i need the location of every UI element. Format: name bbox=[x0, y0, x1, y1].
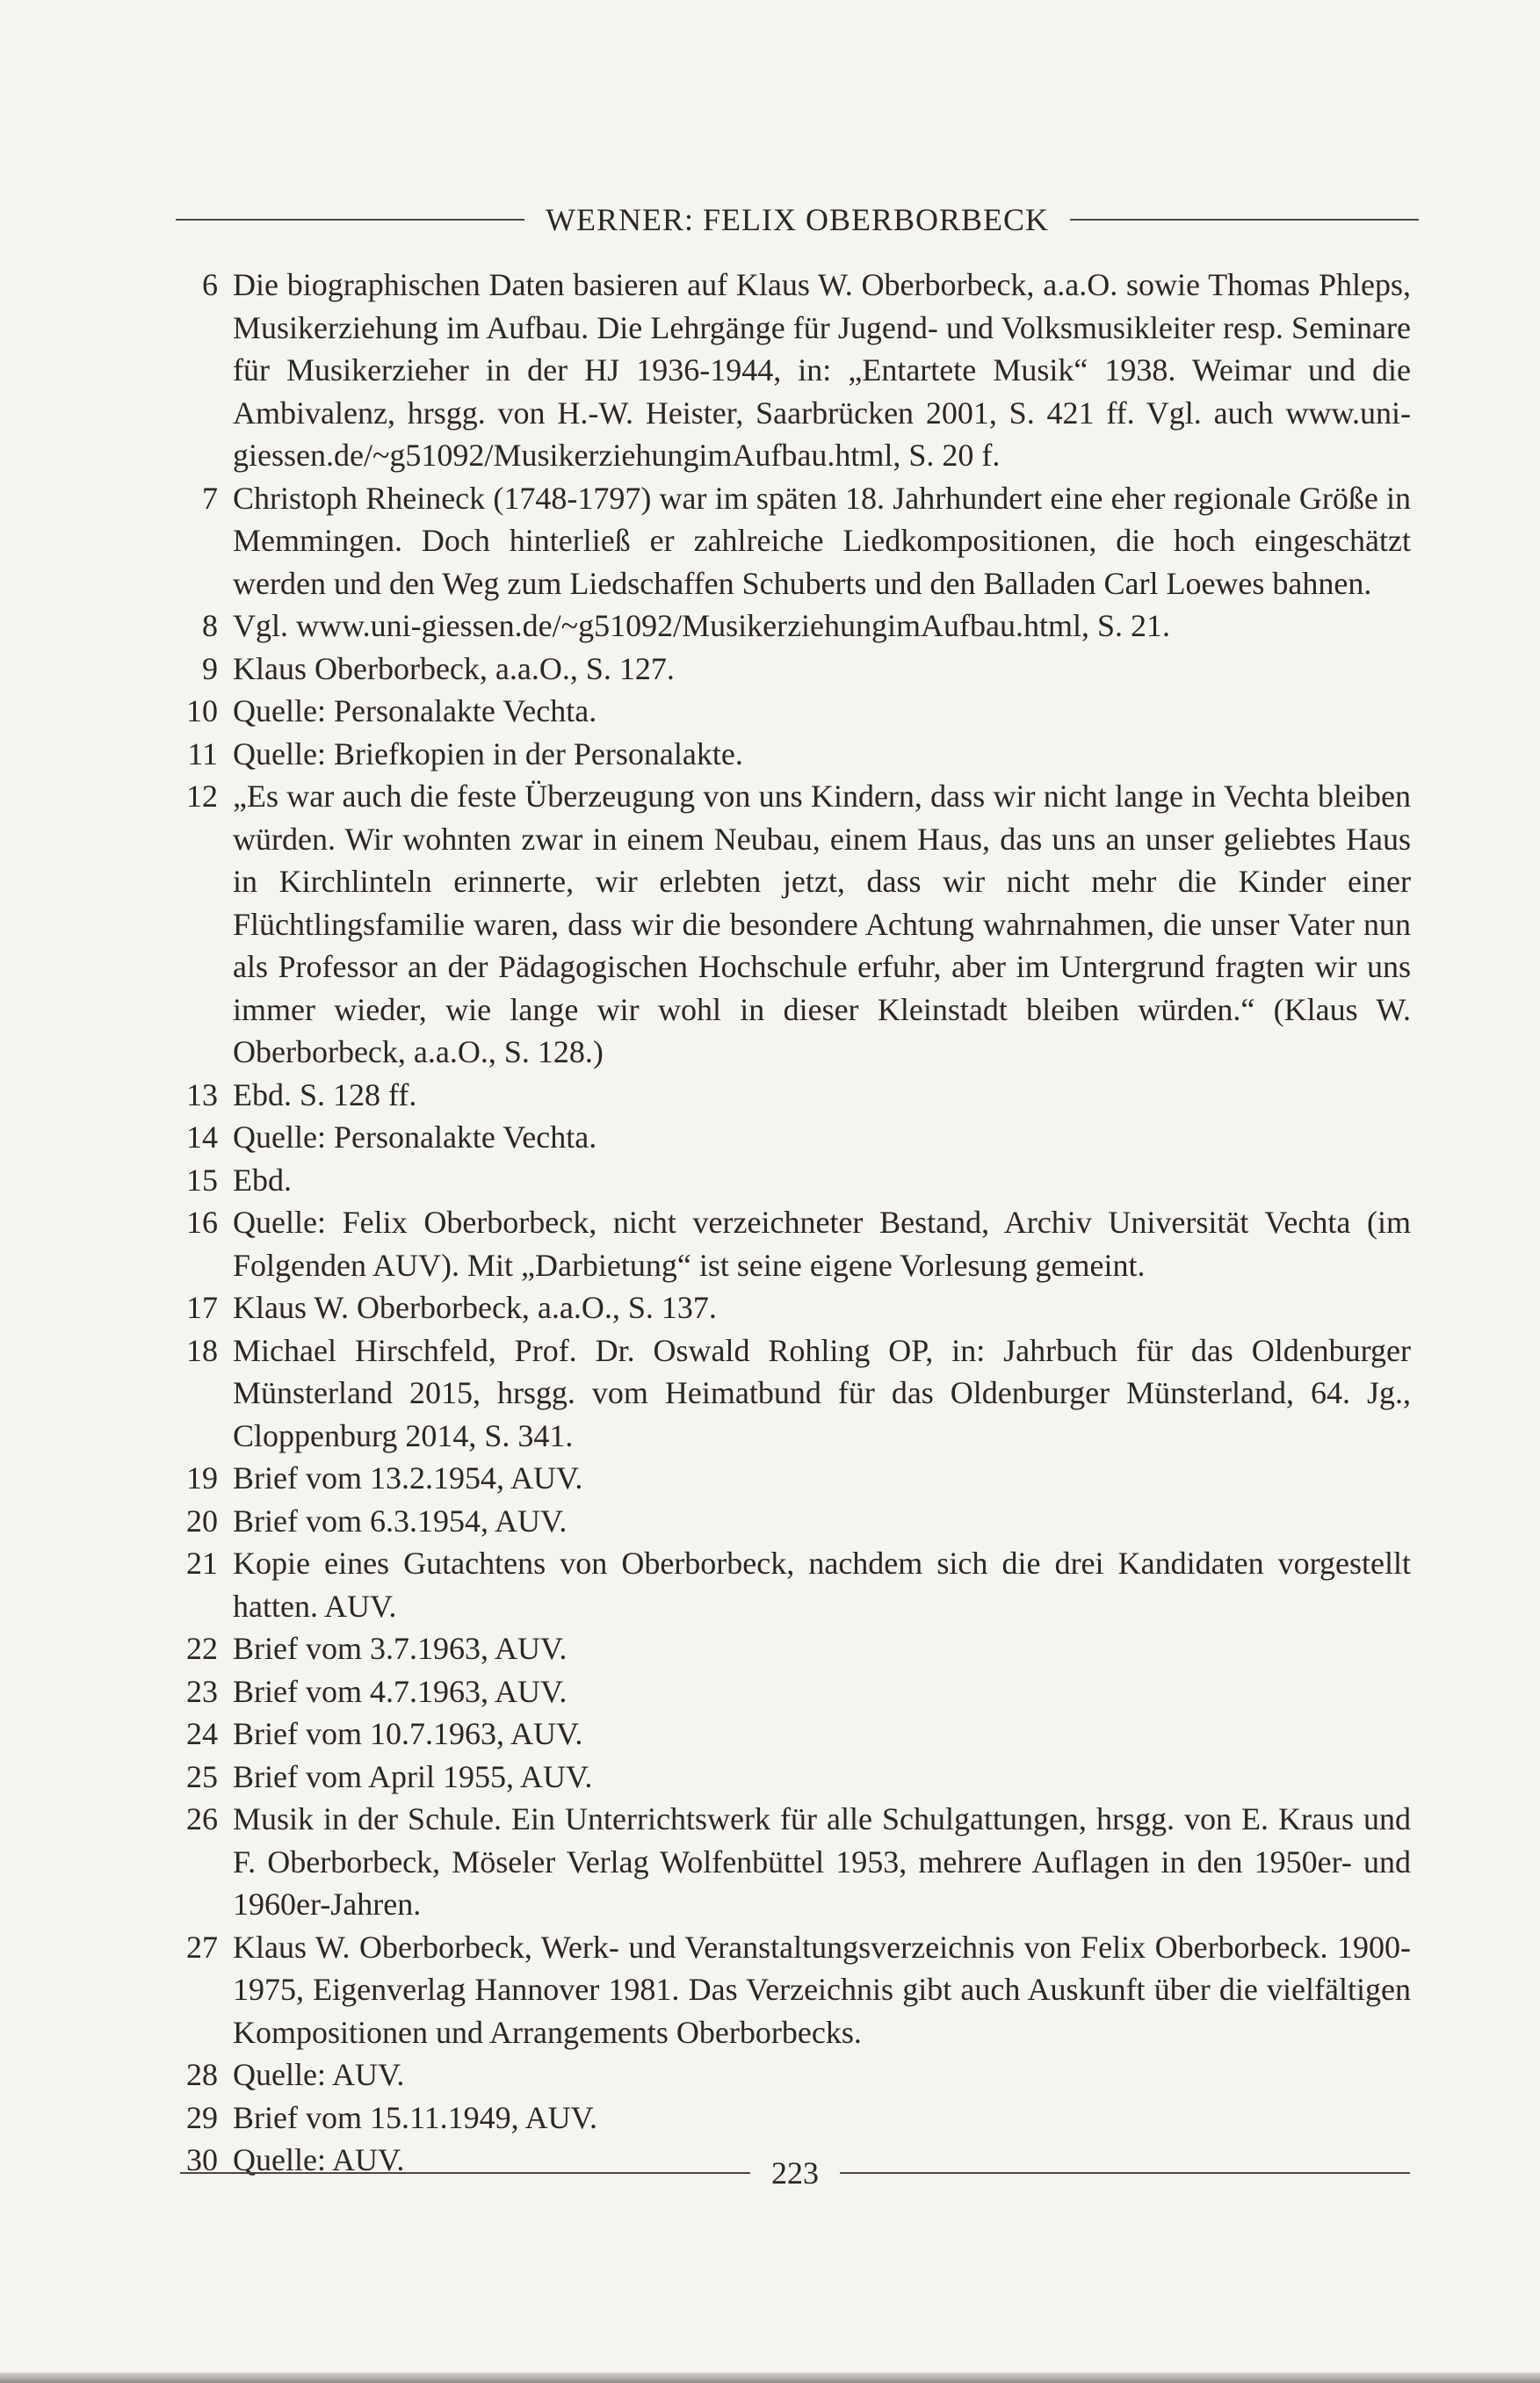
footnote-text: Kopie eines Gutachtens von Oberborbeck, nachdem sich die drei Kandidaten vorgestellt hatten. AUV. bbox=[233, 1546, 1411, 1624]
footnote-item bbox=[163, 2097, 1411, 2140]
footnote-number: 28 bbox=[186, 2057, 218, 2092]
footnote-number: 9 bbox=[202, 650, 218, 686]
footnote-item bbox=[163, 264, 1411, 477]
footnote-text: Klaus W. Oberborbeck, a.a.O., S. 137. bbox=[233, 1290, 717, 1325]
footnote-number: 30 bbox=[186, 2142, 218, 2177]
footnote-text: Ebd. bbox=[233, 1162, 292, 1198]
footnote-item bbox=[163, 1159, 1411, 1202]
footnote-item bbox=[163, 1457, 1411, 1500]
footnote-number: 13 bbox=[186, 1076, 218, 1112]
footnote-item bbox=[163, 1670, 1411, 1713]
footnote-text: Musik in der Schule. Ein Unterrichtswerk für alle Schulgattungen, hrsgg. von E. Kraus und F. Oberborbeck, Möseler Verlag Wolfenbüttel 1953, mehrere Auflagen in den 1950er- und 1960er-Jahren. bbox=[233, 1801, 1411, 1922]
footnote-number: 15 bbox=[186, 1162, 218, 1198]
footnote-number: 14 bbox=[186, 1119, 218, 1155]
footnote-item bbox=[163, 690, 1411, 733]
footnote-item bbox=[163, 2053, 1411, 2097]
footnote-text: Klaus W. Oberborbeck, Werk- und Veranstaltungsverzeichnis von Felix Oberborbeck. 1900-1975, Eigenverlag Hannover 1981. Das Verzeichnis gibt auch Auskunft über die vielfältigen Kompositionen und Arrangements Oberborbecks. bbox=[233, 1929, 1411, 2050]
footnote-item bbox=[163, 1286, 1411, 1329]
footnote-item bbox=[163, 1713, 1411, 1756]
footnote-item bbox=[163, 1500, 1411, 1543]
footnote-item bbox=[163, 733, 1411, 776]
footnote-number: 18 bbox=[186, 1332, 218, 1368]
footnote-item bbox=[163, 1074, 1411, 1117]
footnote-number: 16 bbox=[186, 1205, 218, 1240]
footnote-text: Quelle: Briefkopien in der Personalakte. bbox=[233, 735, 743, 771]
footnote-number: 23 bbox=[186, 1673, 218, 1709]
footnote-text: Klaus Oberborbeck, a.a.O., S. 127. bbox=[233, 650, 675, 686]
header-rule-left bbox=[176, 219, 524, 221]
footnote-number: 22 bbox=[186, 1631, 218, 1666]
footnote-number: 21 bbox=[186, 1546, 218, 1581]
footnote-number: 10 bbox=[186, 693, 218, 728]
footer-rule-left bbox=[180, 2172, 750, 2174]
footnote-item bbox=[163, 1542, 1411, 1627]
footnote-text: Michael Hirschfeld, Prof. Dr. Oswald Rohling OP, in: Jahrbuch für das Oldenburger Münsterland 2015, hrsgg. vom Heimatbund für das Oldenburger Münsterland, 64. Jg., Cloppenburg 2014, S. 341. bbox=[233, 1332, 1411, 1453]
footnote-text: Die biographischen Daten basieren auf Klaus W. Oberborbeck, a.a.O. sowie Thomas Phleps, Musikerziehung im Aufbau. Die Lehrgänge für Jugend- und Volksmusikleiter resp. Seminare für Musikerzieher in der HJ 1936-1944, in: „Entartete Musik“ 1938. Weimar und die Ambivalenz, hrsgg. von H.-W. Heister, Saarbrücken 2001, S. 421 ff. Vgl. auch www.uni-giessen.de/~g51092/MusikerziehungimAufbau.html, S. 20 f. bbox=[233, 267, 1411, 473]
footnote-number: 27 bbox=[186, 1929, 218, 1965]
footnote-item bbox=[163, 648, 1411, 691]
footnote-text: Ebd. S. 128 ff. bbox=[233, 1076, 417, 1112]
footnote-number: 29 bbox=[186, 2099, 218, 2135]
footnote-text: Vgl. www.uni-giessen.de/~g51092/MusikerziehungimAufbau.html, S. 21. bbox=[233, 608, 1171, 643]
header-rule-right bbox=[1070, 219, 1419, 221]
footnote-text: Brief vom April 1955, AUV. bbox=[233, 1758, 593, 1794]
footnote-number: 20 bbox=[186, 1503, 218, 1539]
footnote-text: Christoph Rheineck (1748-1797) war im späten 18. Jahrhundert eine eher regionale Größe in Memmingen. Doch hinterließ er zahlreiche Liedkompositionen, die hoch eingeschätzt werden und den Weg zum Liedschaffen Schuberts und den Balladen Carl Loewes bahnen. bbox=[233, 480, 1411, 601]
page-number: 223 bbox=[771, 2155, 819, 2191]
footnote-text: Quelle: AUV. bbox=[233, 2057, 405, 2092]
footnote-text: Brief vom 15.11.1949, AUV. bbox=[233, 2099, 598, 2135]
footnote-text: Quelle: Personalakte Vechta. bbox=[233, 693, 597, 728]
footnotes-list bbox=[163, 264, 1411, 2182]
running-header-title: WERNER: FELIX OBERBORBECK bbox=[546, 202, 1050, 237]
footnote-item bbox=[163, 1116, 1411, 1159]
footnote-text: Brief vom 10.7.1963, AUV. bbox=[233, 1716, 583, 1751]
footnote-item bbox=[163, 1798, 1411, 1926]
footnote-number: 26 bbox=[186, 1801, 218, 1836]
footnote-text: Quelle: Felix Oberborbeck, nicht verzeichneter Bestand, Archiv Universität Vechta (im Folgenden AUV). Mit „Darbietung“ ist seine eigene Vorlesung gemeint. bbox=[233, 1205, 1411, 1283]
footnote-number: 11 bbox=[187, 735, 218, 771]
running-header bbox=[176, 198, 1419, 242]
footnote-number: 24 bbox=[186, 1716, 218, 1751]
footnote-number: 6 bbox=[202, 267, 218, 302]
footnote-item bbox=[163, 1201, 1411, 1286]
footnote-text: Brief vom 4.7.1963, AUV. bbox=[233, 1673, 568, 1709]
footnote-number: 19 bbox=[186, 1460, 218, 1496]
footnote-text: Quelle: Personalakte Vechta. bbox=[233, 1119, 597, 1155]
footnote-number: 12 bbox=[186, 779, 218, 814]
footnote-item bbox=[163, 605, 1411, 648]
footnote-text: „Es war auch die feste Überzeugung von uns Kindern, dass wir nicht lange in Vechta bleiben würden. Wir wohnten zwar in einem Neubau, einem Haus, das uns an unser geliebtes Haus in Kirchlinteln erinnerte, wir erlebten jetzt, dass wir nicht mehr die Kinder einer Flüchtlingsfamilie waren, dass wir die besondere Achtung wahrnahmen, die unser Vater nun als Professor an der Pädagogischen Hochschule erfuhr, aber im Untergrund fragten wir uns immer wieder, wie lange wir wohl in dieser Kleinstadt bleiben würden.“ (Klaus W. Oberborbeck, a.a.O., S. 128.) bbox=[233, 779, 1411, 1069]
footer-rule-right bbox=[840, 2172, 1410, 2174]
footnote-text: Brief vom 3.7.1963, AUV. bbox=[233, 1631, 568, 1666]
footnote-number: 17 bbox=[186, 1290, 218, 1325]
page-bottom-edge bbox=[0, 2372, 1540, 2383]
footnote-item bbox=[163, 775, 1411, 1074]
footnote-item bbox=[163, 1329, 1411, 1458]
footnote-number: 7 bbox=[202, 480, 218, 516]
footnote-item bbox=[163, 1756, 1411, 1799]
footnote-number: 8 bbox=[202, 608, 218, 643]
footnote-text: Quelle: AUV. bbox=[233, 2142, 405, 2177]
page-footer bbox=[180, 2151, 1410, 2195]
footnote-text: Brief vom 6.3.1954, AUV. bbox=[233, 1503, 568, 1539]
footnote-item bbox=[163, 1627, 1411, 1670]
footnote-item bbox=[163, 1926, 1411, 2054]
footnote-item bbox=[163, 477, 1411, 605]
footnote-text: Brief vom 13.2.1954, AUV. bbox=[233, 1460, 583, 1496]
footnote-number: 25 bbox=[186, 1758, 218, 1794]
